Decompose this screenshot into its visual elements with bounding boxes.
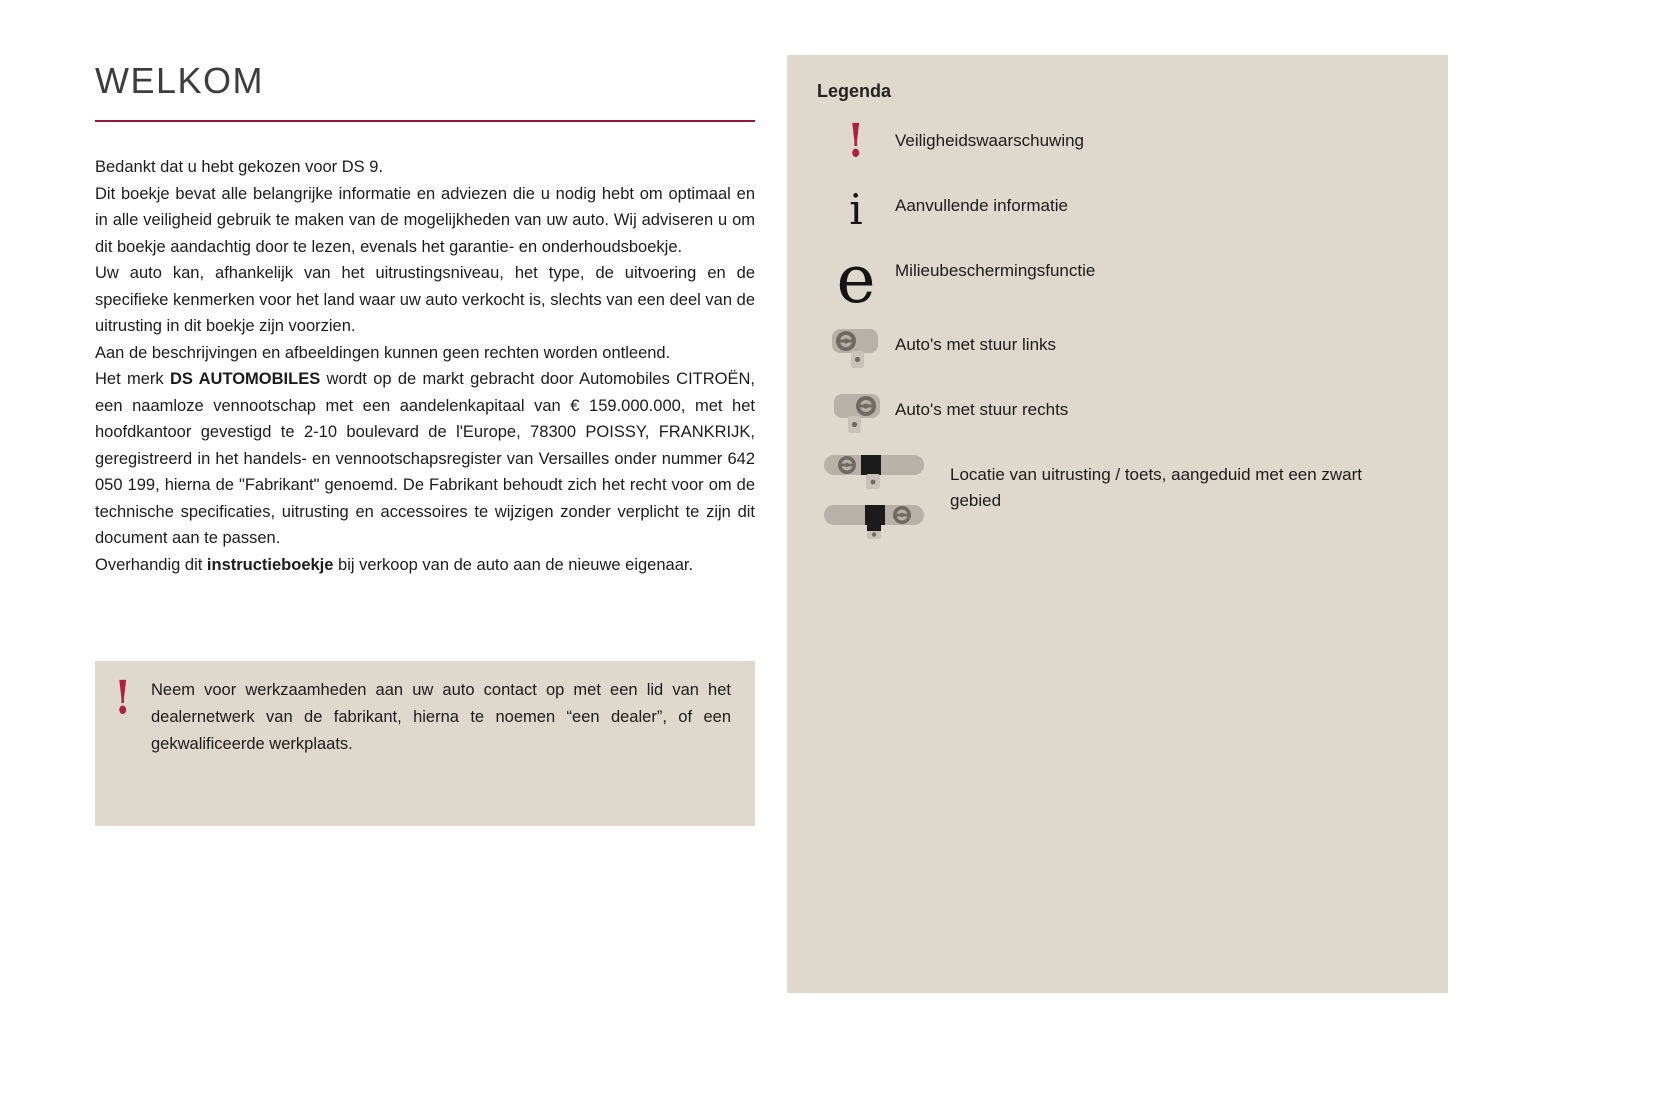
bold-text: instructieboekje	[206, 555, 334, 574]
intro-paragraph: Bedankt dat u hebt gekozen voor DS 9.	[95, 158, 384, 176]
legend-item	[817, 324, 1418, 389]
brand-paragraph	[95, 366, 755, 552]
steering-left-icon	[831, 328, 881, 370]
legend-item	[817, 114, 1418, 185]
legend-item	[817, 389, 1418, 454]
brand-paragraph-suffix: wordt op de markt gebracht door Automobiles CITROËN, een naamloze vennootschap met een aandelenkapitaal van € 159.000.000, met het hoofdkantoor gevestigd te 2-10 boulevard de l'Europe, 78300 POISSY, FRANKRIJK, geregistreerd in het handels- en vennootschapsregister van Versailles onder nummer 642 050 199, hierna de "Fabrikant" genoemd. De Fabrikant behoudt zich het recht voor om de technische specificaties, uitrusting en accessoires te wijzigen zonder verplicht te zijn dit document aan te passen.	[95, 370, 756, 547]
intro-paragraph: Aan de beschrijvingen en afbeeldingen kunnen geen rechten worden ontleend.	[95, 343, 671, 362]
legend-item-label: Auto's met stuur links	[895, 335, 1057, 354]
legend-panel	[787, 55, 1448, 993]
legend-item	[817, 454, 1418, 540]
warning-exclamation-icon: !	[847, 114, 865, 169]
equipment-location-right-icon	[823, 504, 927, 540]
warning-box	[95, 661, 755, 826]
warning-text: Neem voor werkzaamheden aan uw auto contact op met een lid van het dealernetwerk van de fabrikant, hierna te noemen “een dealer”, of een gekwalificeerde werkplaats.	[151, 681, 731, 753]
legend-item	[817, 185, 1418, 250]
legend-icon-cell	[817, 389, 895, 435]
handover-paragraph	[95, 552, 755, 579]
legend-icon-cell	[817, 241, 895, 318]
warning-icon-cell	[95, 661, 151, 726]
legend-rows	[817, 114, 1418, 540]
equipment-location-left-icon	[823, 454, 927, 490]
handover-paragraph-suffix: bij verkoop van de auto aan de nieuwe eigenaar.	[333, 555, 694, 574]
page-title: WELKOM	[95, 60, 755, 122]
brand-paragraph-prefix: Het merk	[95, 370, 170, 388]
legend-item-label: Milieubeschermingsfunctie	[895, 261, 1096, 280]
legend-icon-cell	[817, 114, 895, 169]
legend-icon-cell	[817, 324, 895, 370]
information-icon: i	[849, 185, 863, 234]
legend-item-label: Auto's met stuur rechts	[895, 400, 1069, 419]
intro-text	[95, 154, 755, 578]
legend-icon-cell	[817, 185, 895, 234]
legend-title: Legenda	[817, 81, 892, 101]
intro-paragraph: Dit boekje bevat alle belangrijke informatie en adviezen die u nodig hebt om optimaal en in alle veiligheid gebruik te maken van de mogelijkheden van uw auto. Wij adviseren u om dit boekje aandachtig door te lezen, evenals het garantie- en onderhoudsboekje.	[95, 184, 755, 256]
welcome-section	[95, 60, 755, 578]
legend-icon-cell	[817, 454, 950, 540]
legend-item-label: Locatie van uitrusting / toets, aangeduid met een zwart gebied	[950, 465, 1363, 510]
handover-paragraph-prefix: Overhandig dit	[95, 555, 207, 574]
intro-paragraph: Uw auto kan, afhankelijk van het uitrustingsniveau, het type, de uitvoering en de specifieke kenmerken voor het land waar uw auto verkocht is, slechts van een deel van de uitrusting in dit boekje zijn voorzien.	[95, 264, 755, 335]
eco-function-icon: e	[836, 241, 876, 318]
legend-item-label: Aanvullende informatie	[895, 196, 1068, 215]
legend-item	[817, 241, 1418, 324]
bold-text: DS AUTOMOBILES	[169, 370, 321, 388]
legend-item-label: Veiligheidswaarschuwing	[895, 131, 1085, 150]
warning-exclamation-icon: !	[114, 671, 132, 726]
steering-right-icon	[831, 393, 881, 435]
